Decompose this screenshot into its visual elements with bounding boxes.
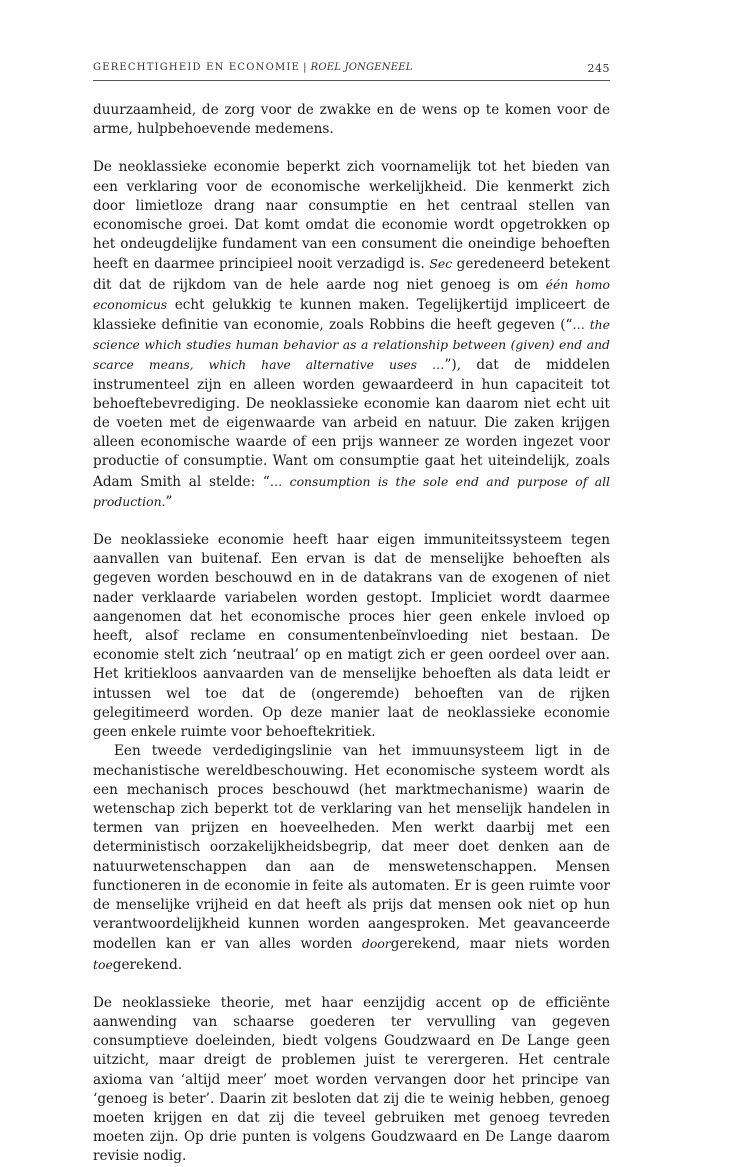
running-header-title [93, 62, 413, 73]
text-run: geredeneerd betekent dit dat de rijkdom van de hele aarde nog niet genoeg is om [93, 256, 610, 293]
italic-run: door [361, 936, 391, 952]
italic-run: één homo economicus [93, 276, 610, 312]
header-separator: | [303, 62, 308, 73]
header-rule [93, 80, 610, 81]
text-run: echt gelukkig te kunnen maken. Tegelijkertijd impliceert de klassieke definitie van economie, zoals Robbins die heeft gegeven (“ [93, 296, 610, 334]
text-run: ”), dat de middelen instrumenteel zijn en alleen worden gewaardeerd in hun capaciteit tot behoeftebevrediging. De neoklassieke economie kan daarom niet echt uit de voeten met de eigenwaarde van arbeid en natuur. Die zaken krijgen alleen economische waarde of een prijs wanneer ze worden ingezet voor productie of consumptie. Want om consumptie gaat het uiteindelijk, zoals Adam Smith al stelde: “ [93, 357, 611, 490]
text-run: gerekend, maar niets worden [390, 936, 610, 953]
italic-run: toe [93, 956, 113, 972]
text-run: De neoklassieke economie beperkt zich voornamelijk tot het bieden van een verklaring voor de economische werkelijkheid. Die kenmerkt zich door limietloze drang naar consumptie en het centraal stellen van economische groei. Dat komt omdat die economie wordt opgetrokken op het ondeugdelijke fundament van een consument die oneindige behoeften heeft en daarmee principieel nooit verzadigd is. [93, 159, 610, 273]
italic-quote: … consumption is the sole end and purpose of all production. [93, 473, 611, 509]
body-text [93, 101, 610, 1167]
author-name: ROEL JONGENEEL [310, 62, 413, 73]
paragraph-2 [93, 158, 610, 512]
italic-quote: … the science which studies human behavior as a relationship between (given) end and scarce means, which have alternative uses … [93, 317, 610, 373]
chapter-title: GERECHTIGHEID EN ECONOMIE [93, 62, 301, 73]
text-run: gerekend. [112, 956, 183, 973]
paragraph-3: De neoklassieke economie heeft haar eigen immuniteitssysteem tegen aanvallen van buitenaf. Een ervan is dat de menselijke behoeften als gegeven worden beschouwd en in de datakrans van de exogenen of niet nader verklaarde variabelen worden gestopt. Impliciet wordt daarmee aangenomen dat het economische proces hier geen enkele invloed op heeft, alsof reclame en consumentenbeïnvloeding niet bestaan. De economie stelt zich ‘neutraal’ op en matigt zich er geen oordeel over aan. Het kritiekloos aanvaarden van de menselijke behoeften als data leidt er intussen wel toe dat de (ongeremde) behoeften van de rijken gelegitimeerd worden. Op deze manier laat de neoklassieke economie geen enkele ruimte voor behoeftekritiek. [93, 532, 610, 741]
text-run: ” [165, 493, 173, 510]
paragraph-1: duurzaamheid, de zorg voor de zwakke en de wens op te komen voor de arme, hulpbehoevende medemens. [93, 102, 610, 138]
running-header [93, 62, 610, 78]
italic-run: Sec [429, 256, 453, 272]
paragraph-5: De neoklassieke theorie, met haar eenzijdig accent op de efficiënte aanwending van schaarse goederen ter vervulling van gegeven consumptieve doeleinden, biedt volgens Goudzwaard en De Lange geen uitzicht, maar dreigt de problemen juist te verergeren. Het centrale axioma van ‘altijd meer’ moet worden vervangen door het principe van ‘genoeg is beter’. Daarin zit besloten dat zij die te weinig hebben, genoeg moeten krijgen en dat zij die teveel gebruiken met genoeg tevreden moeten zijn. Op drie punten is volgens Goudzwaard en De Lange daarom revisie nodig. [93, 994, 610, 1165]
paragraph-4 [93, 742, 610, 974]
page-number: 245 [587, 62, 610, 75]
text-run: Een tweede verdedigingslinie van het immuunsysteem ligt in de mechanistische wereldbeschouwing. Het economische systeem wordt als een mechanisch proces beschouwd (het marktmechanisme) waarin de wetenschap zich beperkt tot de verklaring van het menselijk handelen in termen van prijzen en hoeveelheden. Men werkt daarbij met een deterministisch oorzakelijkheidsbegrip, dat meer doet denken aan de natuurwetenschappen dan aan de menswetenschappen. Mensen functioneren in de economie in feite als automaten. Er is geen ruimte voor de menselijke vrijheid en dat heeft als prijs dat mensen ook niet op hun verantwoordelijkheid kunnen worden aangesproken. Met geavanceerde modellen kan er van alles worden [93, 743, 610, 953]
